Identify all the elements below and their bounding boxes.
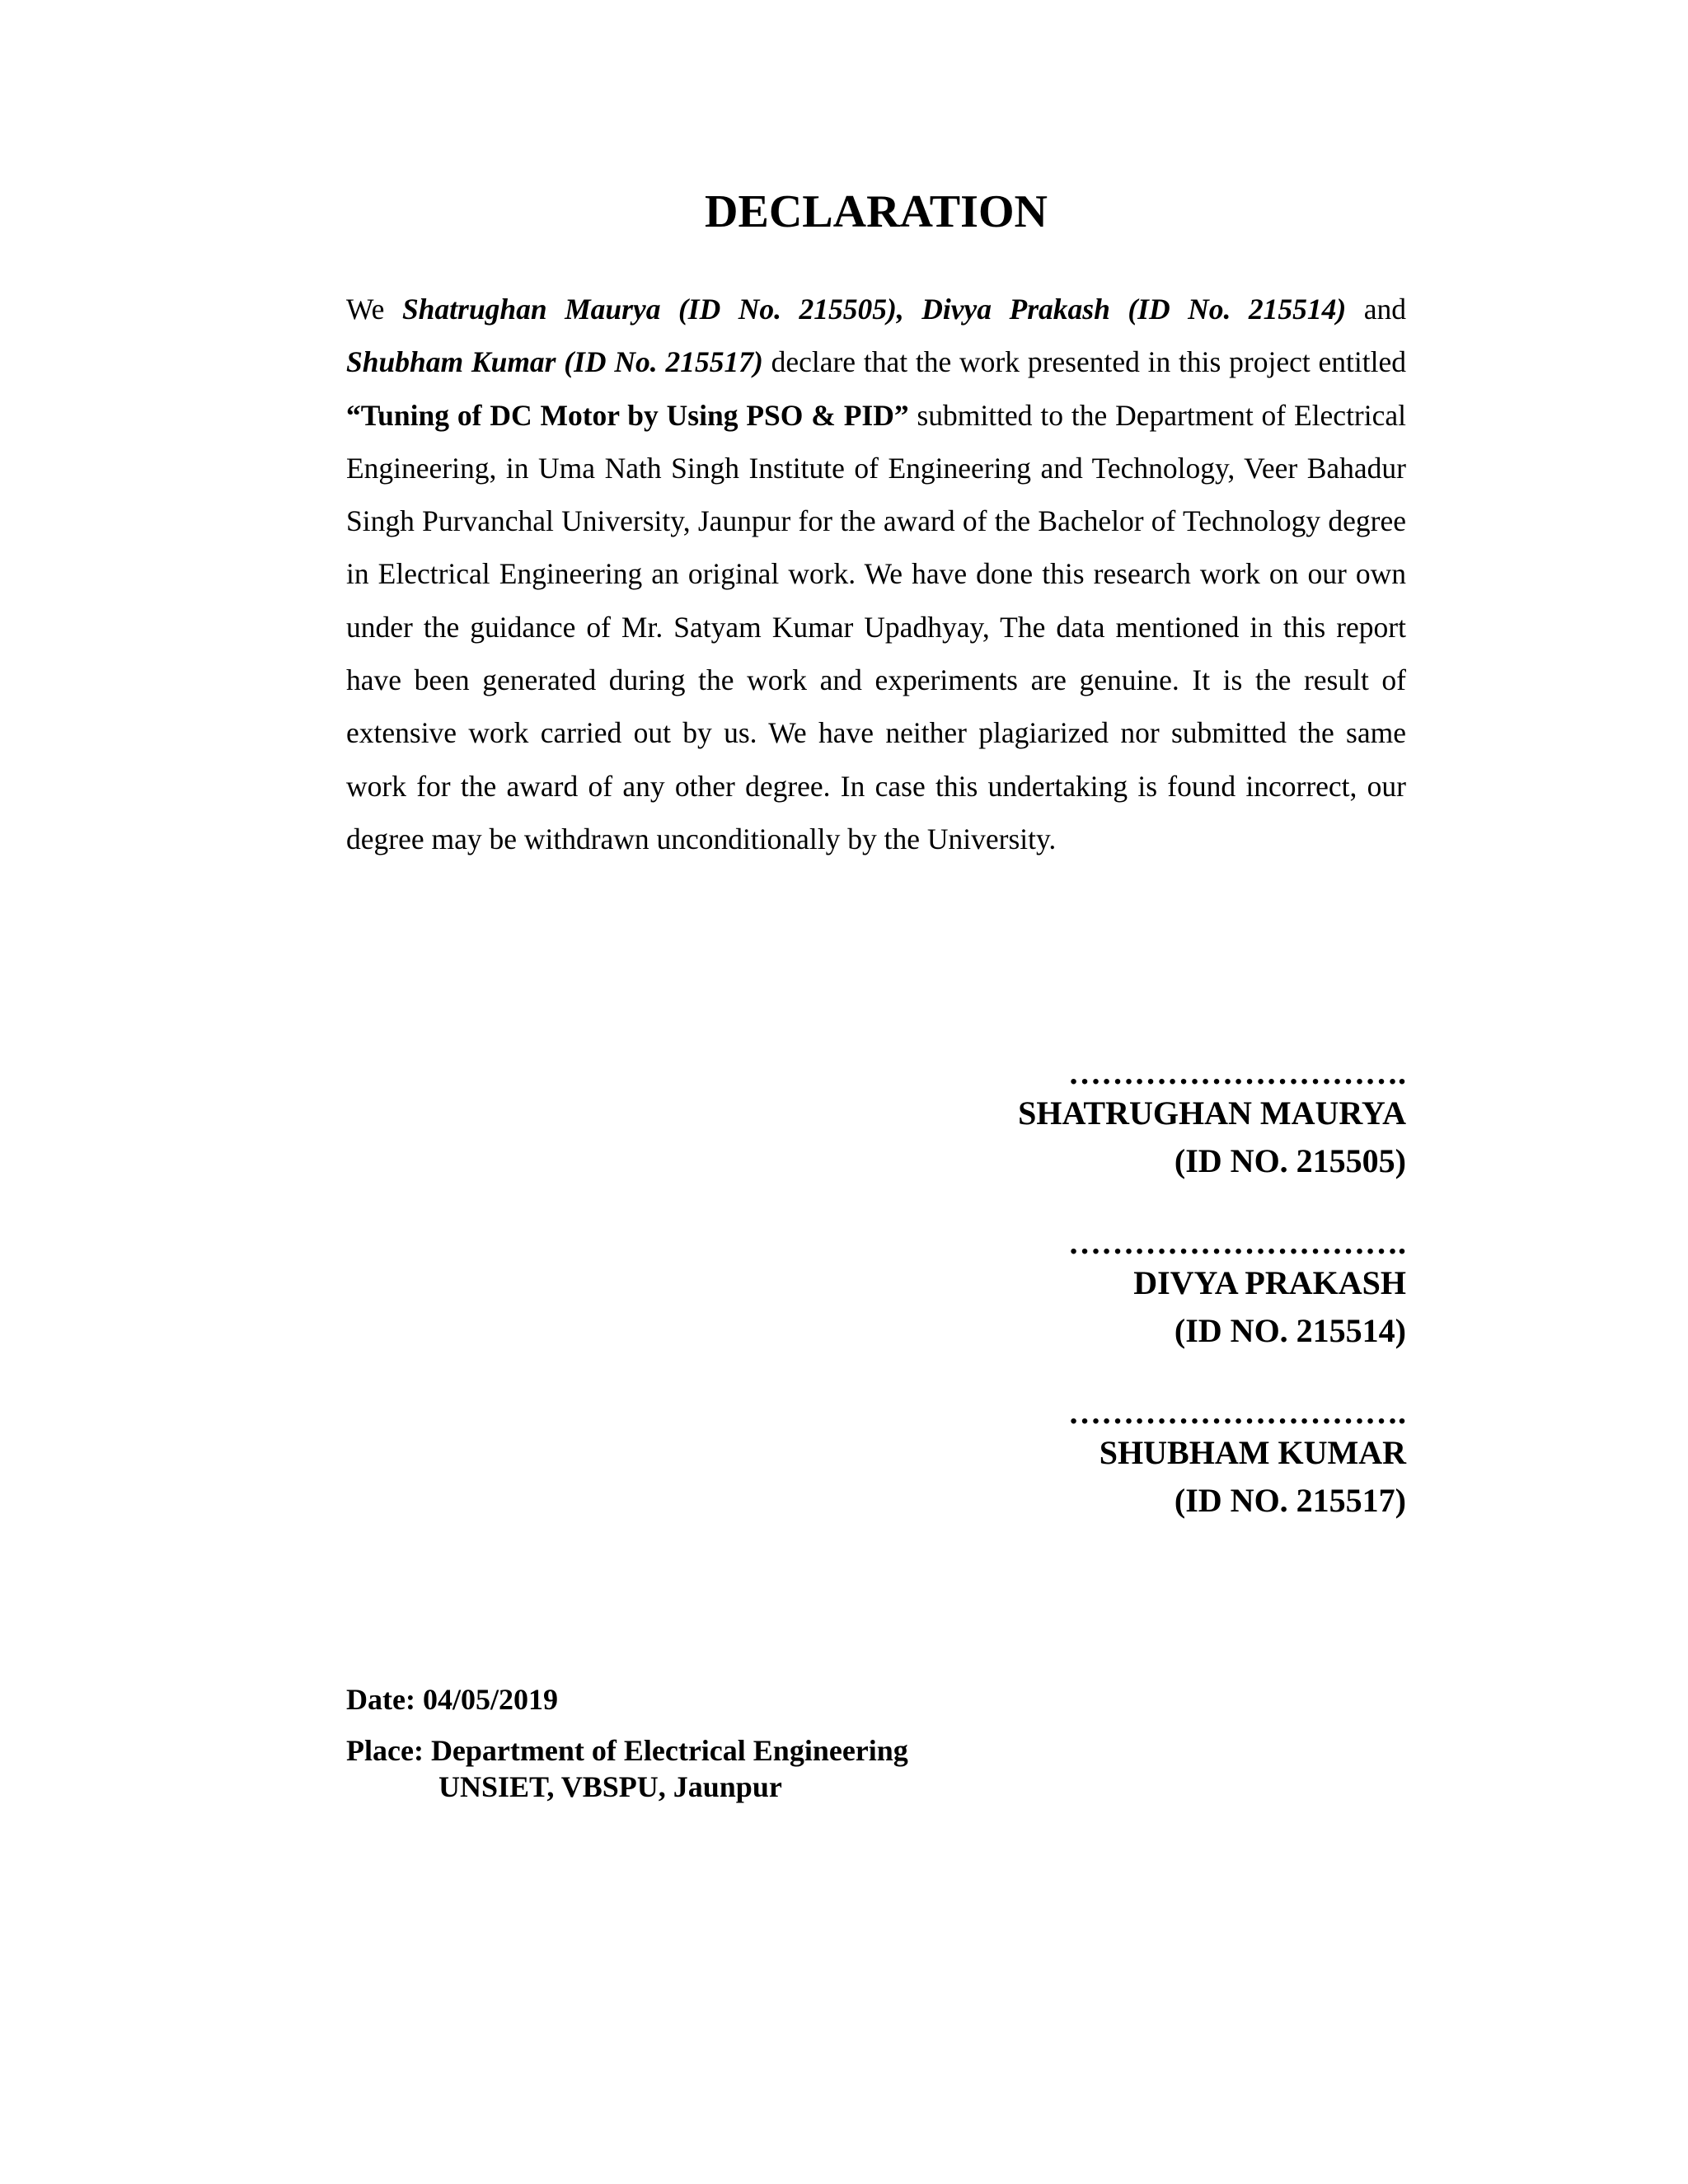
student-names-2: Shubham Kumar (ID No. 215517): [346, 345, 763, 379]
signature-block: [824, 1054, 1406, 1185]
signature-section: [824, 1054, 1406, 1566]
signature-block: [824, 1396, 1406, 1525]
signature-line: ………………………….: [1068, 1394, 1406, 1431]
place-text-continued: UNSIET, VBSPU, Jaunpur: [438, 1770, 782, 1803]
signature-line: ………………………….: [1068, 1224, 1406, 1261]
signatory-id: (ID NO. 215505): [1174, 1142, 1406, 1179]
signatory-id: (ID NO. 215514): [1174, 1312, 1406, 1349]
paragraph-text: declare that the work presented in this project entitled: [762, 345, 1406, 379]
student-names-1: Shatrughan Maurya (ID No. 215505), Divya Prakash (ID No. 215514): [401, 293, 1347, 326]
declaration-paragraph: [346, 283, 1406, 865]
signature-block: [824, 1226, 1406, 1355]
date-text: Date: 04/05/2019: [346, 1683, 558, 1716]
place-text: Place: Department of Electrical Engineering: [346, 1734, 908, 1767]
paragraph-text: submitted to the Department of Electrical Engineering, in Uma Nath Singh Institute of Engineering and Technology, Veer Bahadur Singh Purvanchal University, Jaunpur for the award of the Bachelor of Technology degree in Electrical Engineering an original work. We have done this research work on our own under the guidance of Mr. Satyam Kumar Upadhyay, The data mentioned in this report have been generated during the work and experiments are genuine. It is the result of extensive work carried out by us. We have neither plagiarized nor submitted the same work for the award of any other degree. In case this undertaking is found incorrect, our degree may be withdrawn unconditionally by the University.: [346, 398, 1406, 855]
signatory-name: DIVYA PRAKASH: [1133, 1264, 1406, 1301]
paragraph-text: and: [1346, 293, 1406, 326]
signatory-name: SHATRUGHAN MAURYA: [1018, 1094, 1406, 1132]
page-title: DECLARATION: [705, 186, 1048, 237]
footer-section: [346, 1681, 1170, 1805]
signatory-id: (ID NO. 215517): [1174, 1482, 1406, 1519]
project-title: “Tuning of DC Motor by Using PSO & PID”: [346, 398, 909, 432]
paragraph-text: We: [346, 293, 402, 326]
signature-line: ………………………….: [1068, 1054, 1406, 1091]
signatory-name: SHUBHAM KUMAR: [1099, 1434, 1406, 1471]
